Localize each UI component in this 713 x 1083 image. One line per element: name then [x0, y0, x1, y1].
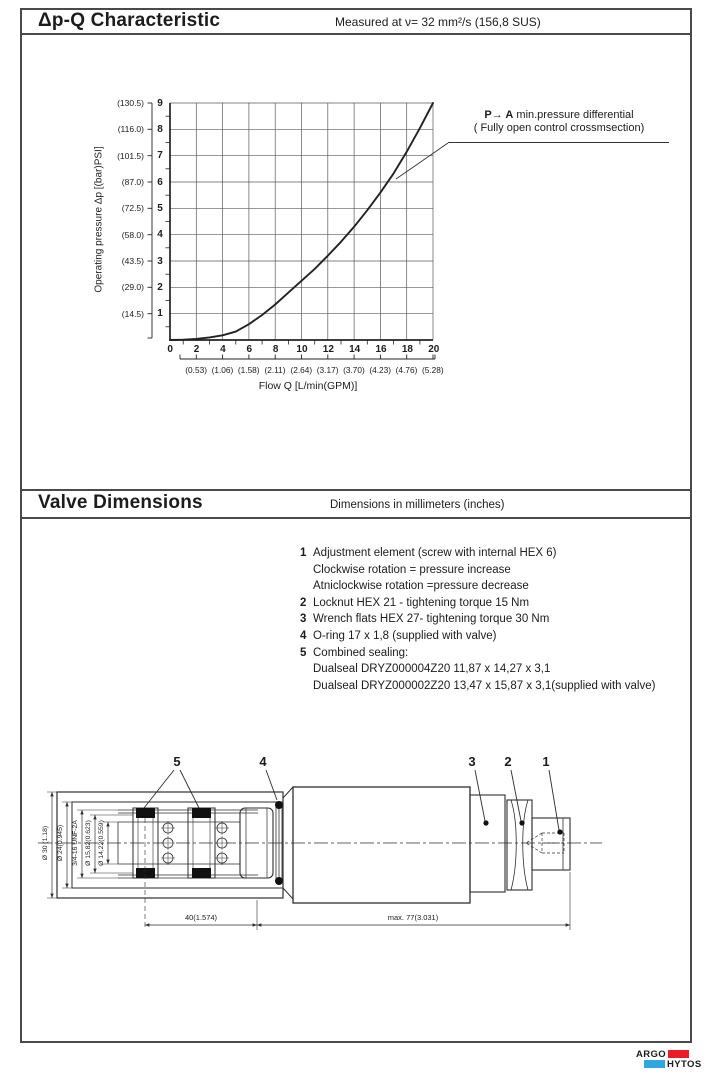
x-tick-label: 10 [296, 343, 308, 355]
gpm-scale-bracket [180, 355, 435, 360]
y-tick-label: 9 [157, 97, 163, 109]
note-text: Wrench flats HEX 27- tightening torque 30 Nm [313, 613, 550, 626]
y-tick-label: 5 [157, 202, 163, 214]
y-tick-label: 8 [157, 123, 163, 135]
callout-1: 1 [542, 754, 550, 769]
dim-label-40: 40(1.574) [184, 913, 218, 922]
note-line [300, 661, 692, 678]
note-number: 3 [300, 613, 307, 626]
callout-3: 3 [468, 754, 476, 769]
cross-holes-a [161, 821, 175, 865]
chart-annotation-line2: ( Fully open control crossmsection) [473, 122, 645, 134]
x-gpm-tick-label: (0.53) [185, 364, 207, 375]
x-gpm-tick-label: (1.58) [237, 364, 260, 375]
y-tick-label: 4 [157, 229, 163, 241]
note-line [300, 628, 692, 645]
logo-row-argo [636, 1049, 702, 1059]
y-tick-label: 2 [157, 281, 163, 293]
psi-scale-bracket [148, 103, 153, 338]
callout-2: 2 [504, 754, 512, 769]
x-gpm-tick-label: (4.23) [369, 364, 392, 375]
logo-text-argo: ARGO [636, 1048, 667, 1060]
note-text: Adjustment element (screw with internal HEX 6) [313, 547, 557, 559]
wrench-flats-hex27 [470, 795, 505, 892]
y-psi-tick-label: (101.5) [117, 150, 144, 161]
logo-row-hytos [644, 1059, 702, 1069]
dim-label-d24: Ø 24(0.945) [57, 824, 64, 862]
y-psi-tick-label: (14.5) [121, 308, 144, 319]
logo-blue-block [644, 1060, 665, 1068]
annotation-bold: P→ A [484, 109, 514, 121]
annotation-rest: min.pressure differential [513, 109, 634, 121]
y-psi-tick-label: (58.0) [121, 229, 144, 240]
chart-axes [169, 103, 433, 341]
y-psi-tick-label: (87.0) [121, 177, 144, 188]
section1-title: Δp-Q Characteristic [38, 10, 221, 31]
y-psi-tick-label: (43.5) [121, 256, 144, 267]
annotation-leader-line [396, 143, 448, 179]
logo-red-block [668, 1050, 689, 1058]
section2-header-rule [20, 517, 692, 519]
x-tick-label: 12 [322, 343, 334, 355]
x-tick-label: 16 [375, 343, 387, 355]
note-text: Combined sealing: [313, 646, 409, 659]
dim-label-d30: Ø 30 (1.18) [42, 825, 49, 861]
x-axis-gpm-ticks [183, 364, 446, 375]
callout-5: 5 [173, 754, 181, 769]
x-tick-label: 6 [246, 343, 253, 355]
x-gpm-tick-label: (2.64) [290, 364, 313, 375]
note-line [300, 595, 692, 612]
x-tick-label: 2 [193, 343, 200, 355]
y-psi-tick-label: (116.0) [117, 124, 144, 135]
y-axis-bar-ticks [153, 90, 167, 327]
note-number: 4 [300, 629, 307, 642]
chart-grid [170, 103, 433, 340]
note-number [300, 578, 313, 595]
note-line [300, 611, 692, 628]
note-number [300, 678, 313, 695]
chart-annotation-line1 [446, 109, 672, 121]
x-gpm-tick-label: (1.06) [211, 364, 234, 375]
dp-q-chart [145, 95, 475, 375]
y-tick-label: 7 [157, 150, 163, 162]
length-dimension-labels [185, 913, 439, 922]
x-tick-label: 0 [167, 343, 173, 355]
cross-holes-b [215, 821, 229, 865]
callout-numbers [173, 754, 549, 769]
nose-collar [240, 804, 282, 882]
note-text: O-ring 17 x 1,8 (supplied with valve) [313, 629, 497, 642]
y-axis-title: Operating pressure Δp [(bar)PSI] [93, 146, 105, 293]
section1-header-rule [20, 33, 692, 35]
y-psi-tick-label: (130.5) [117, 98, 144, 109]
y-psi-tick-label: (72.5) [121, 203, 144, 214]
section1-bottom-rule [20, 489, 692, 491]
note-line [300, 545, 692, 562]
annotation-underline [448, 142, 669, 143]
note-text: Dualseal DRYZ000004Z20 11,87 x 14,27 x 3,1 [313, 663, 551, 676]
note-line [300, 678, 692, 695]
x-axis-ticks [157, 343, 447, 355]
x-gpm-tick-label: (3.70) [343, 364, 365, 375]
x-tick-label: 20 [428, 343, 440, 355]
x-tick-label: 18 [401, 343, 413, 355]
callout-4: 4 [259, 754, 267, 769]
argo-hytos-logo [636, 1049, 702, 1069]
dim-label-d1422: Ø 14,22(0.559) [98, 820, 105, 866]
note-line [300, 578, 692, 595]
x-gpm-tick-label: (4.76) [395, 364, 418, 375]
adjustment-screw [526, 818, 570, 870]
note-number: 5 [300, 646, 307, 659]
y-tick-label: 3 [157, 255, 163, 267]
note-line [300, 645, 692, 662]
logo-text-hytos: HYTOS [667, 1058, 702, 1070]
note-number: 2 [300, 596, 307, 609]
note-text: Clockwise rotation = pressure increase [313, 563, 511, 576]
note-number [300, 661, 313, 678]
y-psi-tick-label: (29.0) [121, 282, 144, 293]
section1-subtitle: Measured at ν= 32 mm²/s (156,8 SUS) [335, 15, 541, 29]
dim-label-d1582: Ø 15,82(0.623) [85, 820, 92, 866]
x-gpm-tick-label: (3.17) [316, 364, 339, 375]
dim-label-thread: 3/4-16 UNF-2A [72, 820, 79, 866]
x-gpm-tick-label: (5.28) [421, 364, 444, 375]
dim-label-77: max. 77(3.031) [387, 913, 439, 922]
note-text: Locknut HEX 21 - tightening torque 15 Nm [313, 596, 530, 609]
y-tick-label: 1 [157, 308, 163, 320]
x-axis-title: Flow Q [L/min(GPM)] [258, 380, 358, 392]
section2-title: Valve Dimensions [38, 492, 203, 513]
x-tick-label: 14 [349, 343, 361, 355]
note-text: Atniclockwise rotation =pressure decrease [313, 580, 529, 593]
note-number: 1 [300, 547, 307, 559]
y-tick-label: 6 [157, 176, 163, 188]
callout-leader-lines [144, 770, 559, 830]
x-tick-label: 4 [220, 343, 226, 355]
x-gpm-tick-label: (2.11) [264, 364, 286, 375]
note-line [300, 562, 692, 579]
note-text: Dualseal DRYZ000002Z20 13,47 x 15,87 x 3,1(supplied with valve) [313, 679, 656, 692]
section2-subtitle: Dimensions in millimeters (inches) [330, 499, 505, 511]
valve-notes-list [300, 545, 692, 694]
main-valve-body [293, 787, 470, 903]
valve-dimension-drawing [30, 750, 690, 945]
x-tick-label: 8 [272, 343, 279, 355]
note-number [300, 562, 313, 579]
